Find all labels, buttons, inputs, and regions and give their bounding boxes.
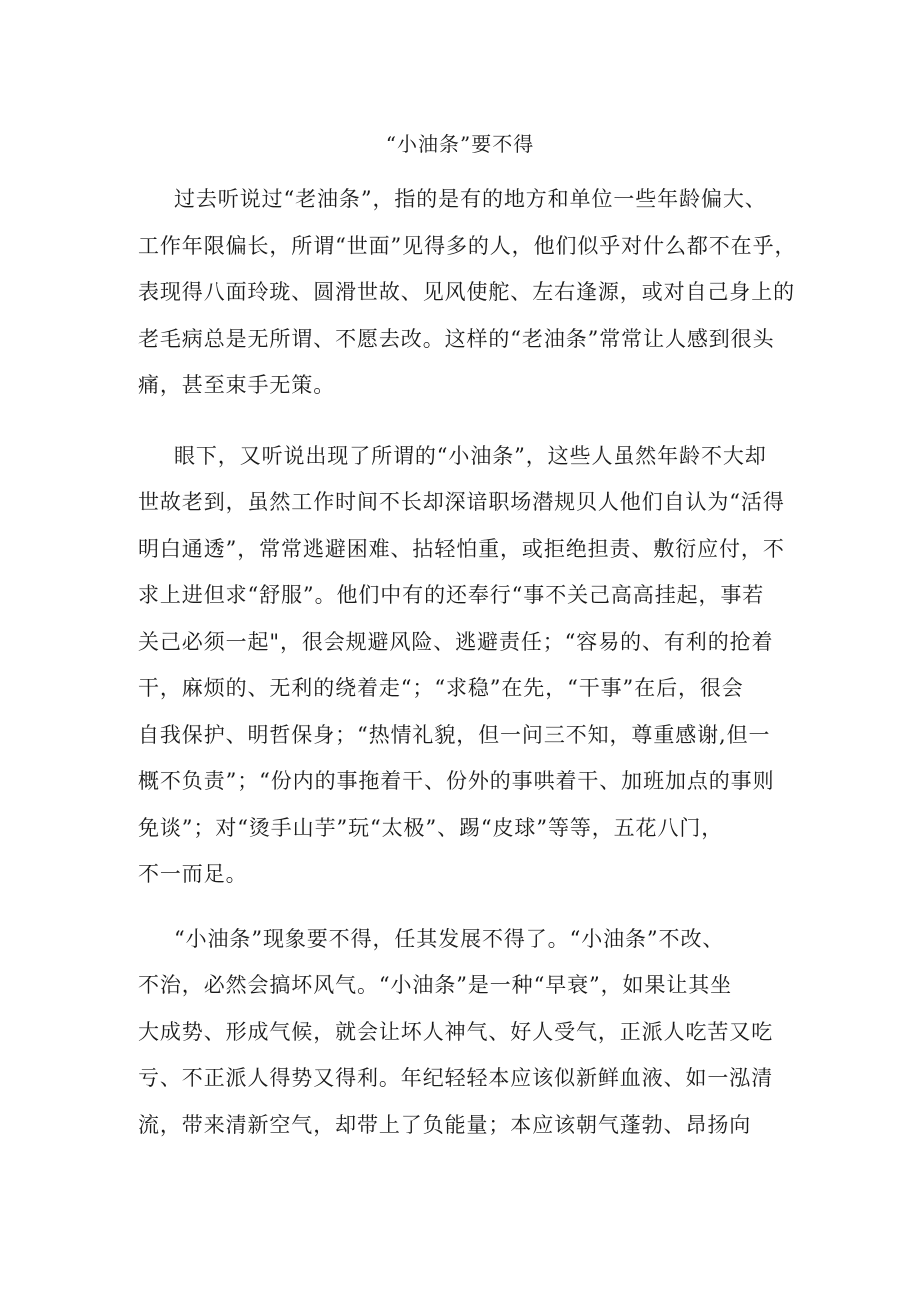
paragraph-line: 表现得八面玲珑、圆滑世故、见风使舵、左右逢源，或对自己身上的 (138, 280, 795, 304)
paragraph-line: 免谈”；对“烫手山芋”玩“太极”、踢“皮球”等等，五花八门， (138, 815, 724, 840)
paragraph-spacer (138, 409, 794, 433)
paragraph-line: 大成势、形成气候，就会让坏人神气、好人受气，正派人吃苦又吃 (138, 1019, 774, 1044)
paragraph-line: 过去听说过“老油条”，指的是有的地方和单位一些年龄偏大、 (174, 187, 767, 211)
paragraph-line: 世故老到，虽然工作时间不长却深谙职场潜规贝人他们自认为“活得 (138, 490, 785, 514)
paragraph-line: “小油条”现象要不得，任其发展不得了。“小油条”不改、 (174, 926, 725, 951)
paragraph-line: 不治，必然会搞坏风气。“小油条”是一种“早衰”，如果让其坐 (138, 973, 733, 997)
paragraph-line: 老毛病总是无所谓、不愿去改。这样的“老油条”常常让人感到很头 (138, 326, 775, 351)
paragraph-line: 求上进但求“舒服”。他们中有的还奉行“事不关己高高挂起，事若 (138, 583, 765, 607)
paragraph-line: 自我保护、明哲保身；“热情礼貌，但一问三不知，尊重感谢,但一 (138, 722, 771, 747)
paragraph-line: 流，带来清新空气，却带上了负能量；本应该朝气蓬勃、昂扬向 (138, 1112, 752, 1137)
paragraph-line: 干，麻烦的、无利的绕着走“；“求稳”在先，“干事”在后，很会 (138, 676, 744, 700)
paragraph-line: 概不负责”；“份内的事拖着干、份外的事哄着干、加班加点的事则 (138, 769, 775, 793)
paragraph-2 (138, 433, 794, 898)
paragraph-line: 工作年限偏长，所谓“世面”见得多的人，他们似乎对什么都不在乎， (138, 233, 797, 258)
paragraph-line: 亏、不正派人得势又得利。年纪轻轻本应该似新鲜血液、如一泓清 (138, 1066, 774, 1090)
paragraph-line: 痛，甚至束手无策。 (138, 373, 336, 397)
document-title: “小油条”要不得 (385, 132, 535, 156)
paragraph-line: 关己必须一起"，很会规避风险、逃避责任；“容易的、有利的抢着 (138, 629, 774, 654)
document-body (138, 176, 797, 1148)
paragraph-line: 不一而足。 (138, 862, 248, 886)
paragraph-1 (138, 176, 797, 409)
paragraph-3 (138, 916, 794, 1149)
paragraph-spacer (138, 898, 794, 916)
paragraph-line: 眼下，又听说出现了所谓的“小油条”，这些人虽然年龄不大却 (174, 443, 767, 468)
paragraph-line: 明白通透”，常常逃避困难、拈轻怕重，或拒绝担责、敷衍应付，不 (138, 536, 785, 561)
